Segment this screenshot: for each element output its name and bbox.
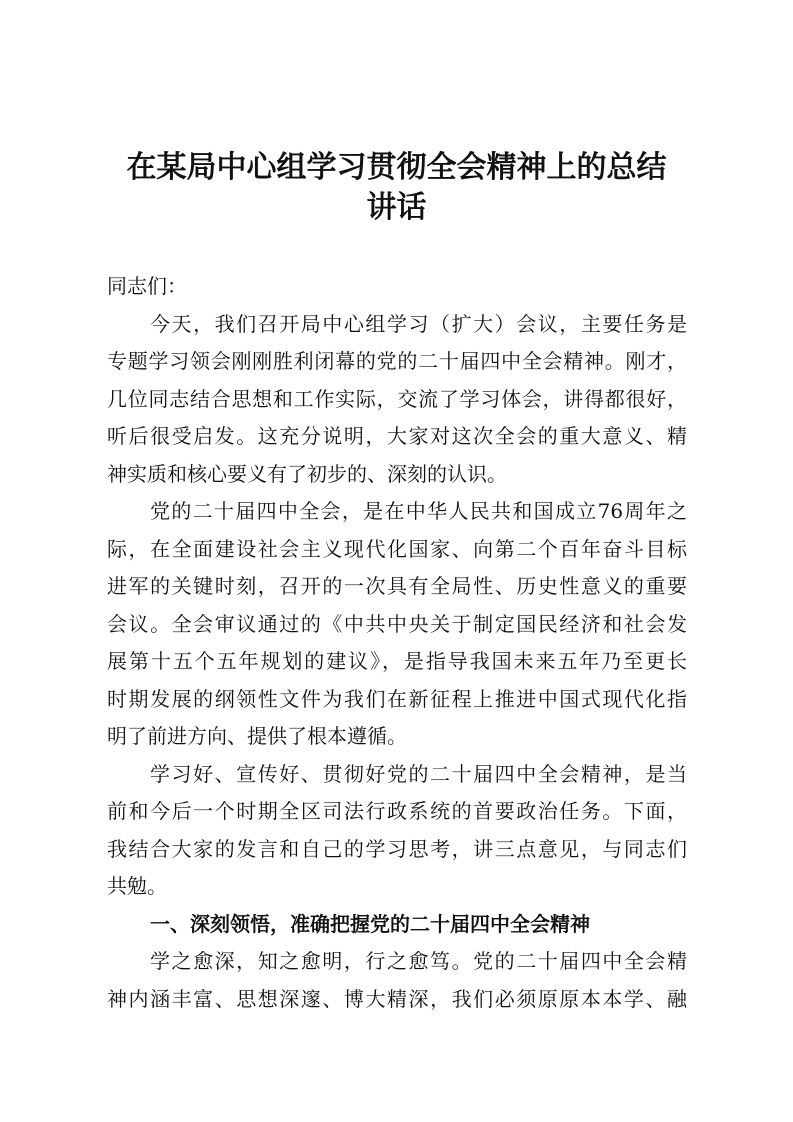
paragraph-line: 今天，我们召开局中心组学习（扩大）会议，主要任务是	[150, 311, 687, 336]
title-line-2: 讲话	[366, 190, 427, 225]
paragraph-line: 共勉。	[107, 874, 167, 898]
paragraph-line: 学之愈深，知之愈明，行之愈笃。党的二十届四中全会精	[150, 949, 687, 973]
paragraph-line: 会议。全会审议通过的《中共中央关于制定国民经济和社会发	[107, 611, 687, 636]
paragraph-line: 神内涵丰富、思想深邃、博大精深，我们必须原原本本学、融	[107, 986, 687, 1011]
paragraph-line: 学习好、宣传好、贯彻好党的二十届四中全会精神，是当	[150, 761, 687, 786]
paragraph-line: 明了前进方向、提供了根本遵循。	[107, 724, 407, 748]
paragraph-line: 听后很受启发。这充分说明，大家对这次全会的重大意义、精	[107, 424, 687, 448]
paragraph-line: 几位同志结合思想和工作实际，交流了学习体会，讲得都很好，	[107, 386, 687, 411]
section-heading: 一、深刻领悟，准确把握党的二十届四中全会精神	[150, 911, 590, 936]
paragraph-line: 前和今后一个时期全区司法行政系统的首要政治任务。下面，	[107, 799, 687, 823]
paragraph-line: 党的二十届四中全会，是在中华人民共和国成立76周年之	[150, 499, 687, 523]
salutation: 同志们：	[107, 274, 187, 298]
document-body	[107, 268, 687, 1018]
paragraph-line: 际，在全面建设社会主义现代化国家、向第二个百年奋斗目标	[107, 536, 687, 561]
paragraph-line: 进军的关键时刻，召开的一次具有全局性、历史性意义的重要	[107, 574, 687, 598]
title-line-1: 在某局中心组学习贯彻全会精神上的总结	[126, 150, 667, 185]
document-title	[100, 148, 693, 228]
paragraph-line: 专题学习领会刚刚胜利闭幕的党的二十届四中全会精神。刚才，	[107, 349, 687, 373]
paragraph-line: 展第十五个五年规划的建议》，是指导我国未来五年乃至更长	[107, 649, 687, 673]
paragraph-line: 我结合大家的发言和自己的学习思考，讲三点意见，与同志们	[107, 836, 687, 861]
paragraph-line: 时期发展的纲领性文件为我们在新征程上推进中国式现代化指	[107, 686, 687, 711]
paragraph-line: 神实质和核心要义有了初步的、深刻的认识。	[107, 461, 507, 486]
